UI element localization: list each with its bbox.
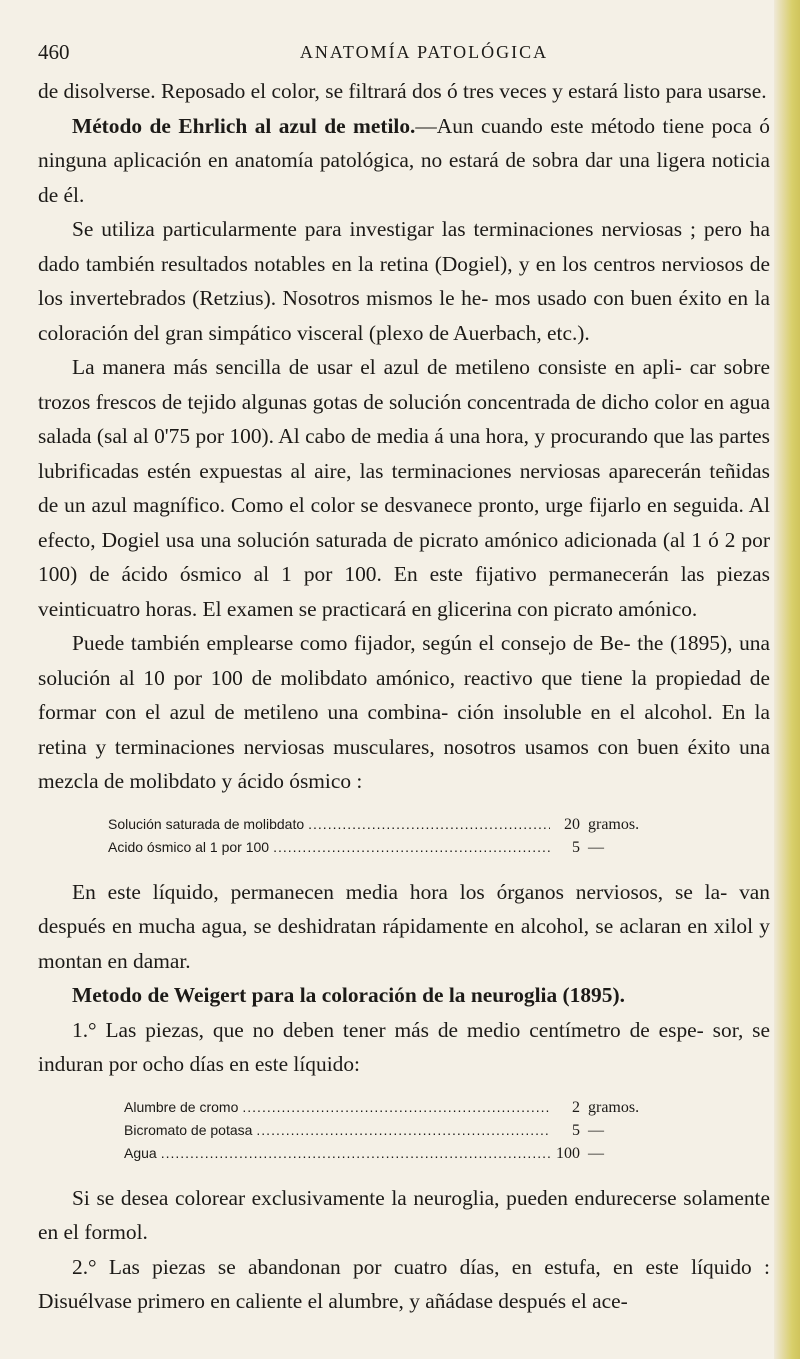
recipe-table-cromo — [124, 1096, 668, 1165]
recipe-row — [124, 1096, 668, 1119]
recipe-row — [124, 1142, 668, 1165]
ingredient-qty: 100 — [556, 1144, 580, 1162]
ingredient-name: Solución saturada de molibdato — [108, 815, 305, 832]
recipe-row — [108, 836, 668, 859]
ingredient-qty: 5 — [572, 838, 580, 856]
ingredient-qty: 2 — [572, 1098, 580, 1116]
ingredient-unit: — — [588, 838, 604, 856]
leader-dots — [256, 1119, 550, 1141]
leader-dots — [308, 813, 550, 835]
ingredient-name: Bicromato de potasa — [124, 1121, 253, 1138]
paragraph-5: Puede también emplearse como fijador, según el consejo de Be- the (1895), una solución al 10 por 100 de molibdato amónico, reactivo que tiene la propiedad de formar con el azul de metileno una combina- ción insoluble en el alcohol. En la retina y terminaciones nerviosas musculares, nosotros usamos con buen éxito una mezcla de molibdato y ácido ósmico : — [38, 631, 770, 793]
ingredient-name: Acido ósmico al 1 por 100 — [108, 838, 270, 855]
recipe-table-molibdato — [108, 813, 668, 859]
paragraph-6: En este líquido, permanecen media hora los órganos nerviosos, se la- van después en mucha agua, se deshidratan rápidamente en alcohol, se aclaran en xilol y montan en damar. — [38, 879, 770, 973]
page-header — [38, 40, 770, 74]
leader-dots — [273, 836, 550, 858]
ingredient-unit: gramos. — [588, 1098, 640, 1116]
leader-dots — [242, 1096, 550, 1118]
recipe-row — [108, 813, 668, 836]
paragraph-ehrlich-text: —Aun cuando este método tiene poca ó ninguna aplicación en anatomía patológica, no estará de sobra dar una ligera noticia de él. — [38, 113, 770, 207]
ingredient-qty: 5 — [572, 1121, 580, 1139]
ingredient-name: Agua — [124, 1144, 157, 1161]
paragraph-4: La manera más sencilla de usar el azul de metileno consiste en apli- car sobre trozos frescos de tejido algunas gotas de solución concentrada de dicho color en agua salada (sal al 0'75 por 100). Al cabo de media á una hora, y procurando que las partes lubrificadas estén expuestas al aire, las terminaciones nerviosas aparecerán teñidas de un azul magnífico. Como el color se desvanece pronto, urge fijarlo en seguida. Al efecto, Dogiel usa una solución saturada de picrato amónico adicionada (al 1 ó 2 por 100) de ácido ósmico al 1 por 100. En este fijativo permanecerán las piezas veinticuatro horas. El examen se practicará en glicerina con picrato amónico. — [38, 355, 770, 621]
page-edge — [774, 0, 800, 1359]
ingredient-qty: 20 — [564, 815, 580, 833]
section-title-ehrlich: Método de Ehrlich al azul de metilo. — [72, 113, 416, 138]
ingredient-name: Alumbre de cromo — [124, 1098, 239, 1115]
recipe-row — [124, 1119, 668, 1142]
ingredient-unit: — — [588, 1121, 604, 1139]
section-title-weigert: Metodo de Weigert para la coloración de la neuroglia (1895). — [72, 983, 625, 1007]
paragraph-3: Se utiliza particularmente para investigar las terminaciones nerviosas ; pero ha dado también resultados notables en la retina (Dogiel), y en los centros nerviosos de los invertebrados (Retzius). Nosotros mismos le he- mos usado con buen éxito en la coloración del gran simpático visceral (plexo de Auerbach, etc.). — [38, 217, 770, 345]
paragraph-1: de disolverse. Reposado el color, se filtrará dos ó tres veces y estará listo para usarse. — [38, 79, 767, 103]
paragraph-10: 2.° Las piezas se abandonan por cuatro días, en estufa, en este líquido : Disuélvase primero en caliente el alumbre, y añádase después el ace- — [38, 1254, 770, 1313]
paragraph-9: Si se desea colorear exclusivamente la neuroglia, pueden endurecerse solamente en el formol. — [38, 1185, 770, 1244]
running-title: ANATOMÍA PATOLÓGICA — [299, 42, 549, 62]
ingredient-unit: gramos. — [588, 815, 640, 833]
page-number: 460 — [38, 40, 70, 64]
paragraph-8: 1.° Las piezas, que no deben tener más de medio centímetro de espe- sor, se induran por ocho días en este líquido: — [38, 1017, 770, 1076]
ingredient-unit: — — [588, 1144, 604, 1162]
leader-dots — [161, 1142, 550, 1164]
paragraph-ehrlich — [38, 109, 770, 213]
book-page — [38, 40, 770, 1319]
